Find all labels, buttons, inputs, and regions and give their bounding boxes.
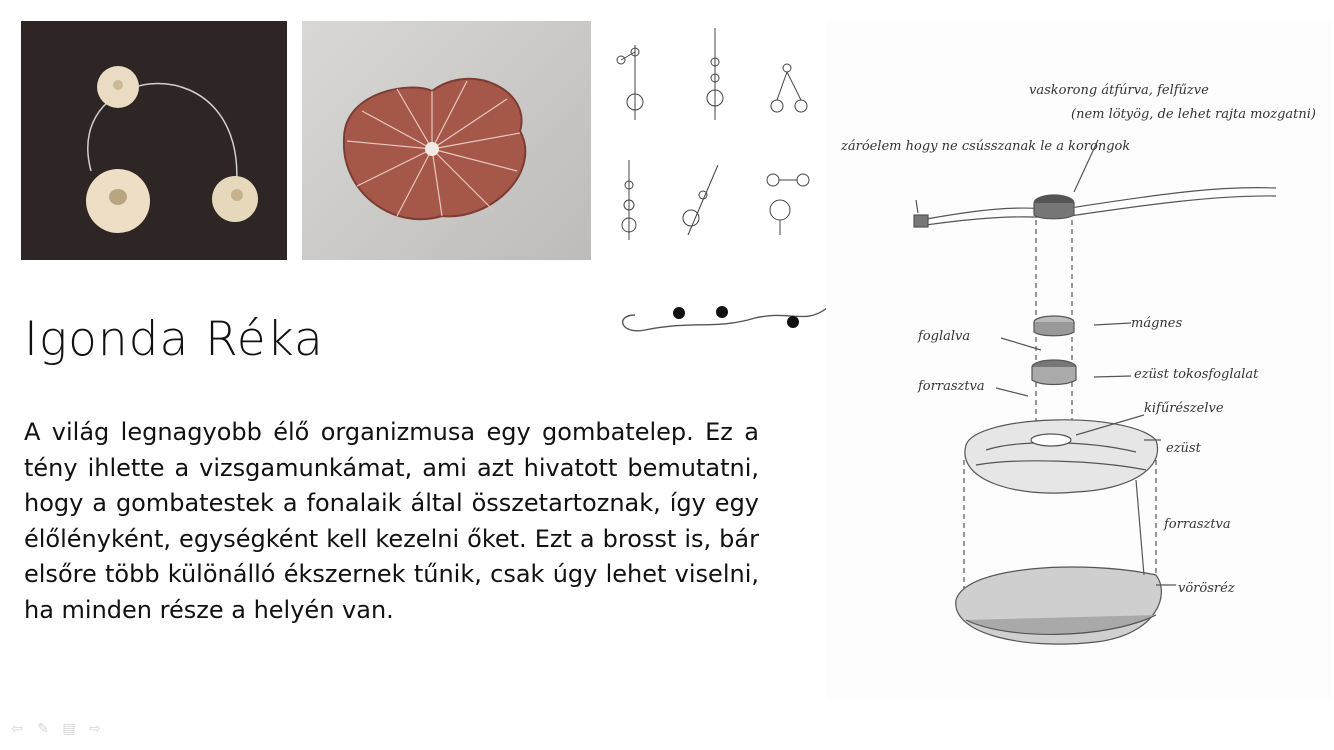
label-magnes: mágnes: [1131, 316, 1183, 331]
slide-body-text: A világ legnagyobb élő organizmusa egy gombatelep. Ez a tény ihlette a vizsgamunkámat, ami azt hivatott bemutatni, hogy a gombatestek a fonalaik által összetartoznak, így egy élőlényként, egységként kell kezelni őket. Ezt a brosst is, bár elsőre több különálló ékszernek tűnik, csak úgy lehet viselni, ha minden része a helyén van.: [24, 418, 759, 624]
label-nem-lotyog: (nem lötyög, de lehet rajta mozgatni): [1071, 107, 1316, 122]
label-forrasztva-2: forrasztva: [1164, 517, 1231, 532]
label-forrasztva-1: forrasztva: [918, 379, 985, 394]
sketch-variants: [603, 20, 828, 250]
label-kifureszelve: kifűrészelve: [1144, 401, 1224, 416]
label-voroser: vörösréz: [1178, 581, 1235, 596]
pen-icon[interactable]: ✎: [37, 721, 49, 737]
sketch-chain: [615, 290, 835, 345]
sketch-exploded-view: [826, 20, 1331, 700]
label-ezust: ezüst: [1166, 441, 1201, 456]
slide-title: Igonda Réka: [24, 312, 324, 367]
label-zaroelem: záróelem hogy ne csússzanak le a korongok: [841, 139, 1131, 154]
photo-copper-brooch: [302, 21, 591, 260]
label-vaskorong: vaskorong átfúrva, felfűzve: [1029, 83, 1209, 98]
label-foglalva: foglalva: [918, 329, 971, 344]
menu-icon[interactable]: ▤: [62, 721, 76, 737]
slideshow-controls: [8, 720, 104, 738]
arrow-right-icon[interactable]: ⇨: [89, 721, 101, 737]
photo-clay-beads: [21, 21, 287, 260]
label-ezust-tokosfoglalat: ezüst tokosfoglalat: [1134, 367, 1259, 382]
arrow-left-icon[interactable]: ⇦: [11, 721, 23, 737]
